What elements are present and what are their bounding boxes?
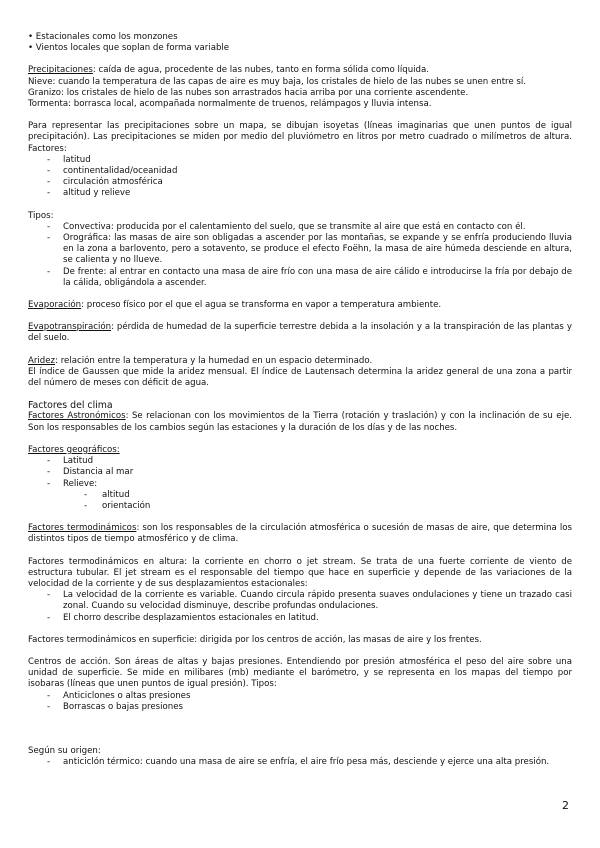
centros-paragraph: Centros de acción. Son áreas de altas y bajas presiones. Entendiendo por presión atmosférica el peso del aire sobre una unidad de superficie. Se mide en milibares (mb) mediante el barómetro, y se representa en los mapas del tiempo por isobaras (líneas que unen puntos de igual presión). Tipos: (28, 656, 572, 690)
aridez-definition: Aridez: relación entre la temperatura y la humedad en un espacio determinado. (28, 355, 373, 366)
termodinamicos-definition: Factores termodinámicos: son los responsables de la circulación atmosférica o sucesión de masas de aire, que determina los distintos tipos de tiempo atmosférico y de clima. (28, 523, 572, 545)
precipitaciones-definition: Precipitaciones: caída de agua, procedente de las nubes, tanto en forma sólida como líquida. (28, 65, 429, 76)
list-item: - De frente: al entrar en contacto una masa de aire frío con una masa de aire cálido e introducirse la fría por debajo de la cálida, obligándola a ascender. (28, 267, 572, 289)
list-item: - altitud (28, 490, 572, 501)
evaporacion-definition: Evaporación: proceso físico por el que el agua se transforma en vapor a temperatura ambiente. (28, 300, 442, 311)
geograficos-heading: Factores geográficos: (28, 444, 120, 455)
factores-clima-title: Factores del clima (28, 400, 113, 412)
page-number: 2 (562, 799, 569, 812)
list-item: • Estacionales como los monzones (28, 32, 178, 42)
list-item: - El chorro describe desplazamientos estacionales en latitud. (28, 613, 572, 624)
list-item: - Distancia al mar (28, 467, 572, 478)
altura-paragraph: Factores termodinámicos en altura: la corriente en chorro o jet stream. Se trata de una fuerte corriente de viento de estructura tubular. El jet stream es el responsable del tiempo que hace en superficie y depende de las variaciones de la velocidad de la corriente y de sus desplazamientos estacionales: (28, 556, 572, 589)
relieve-sublist (28, 490, 572, 512)
document-page (28, 32, 572, 768)
list-item: • Vientos locales que soplan de forma variable (28, 43, 230, 54)
list-item: - Latitud (28, 456, 572, 467)
centros-list (28, 691, 572, 713)
list-item: - altitud y relieve (28, 188, 572, 199)
list-item: - anticiclón térmico: cuando una masa de aire se enfría, el aire frío pesa más, desciende y ejerce una alta presión. (28, 757, 572, 768)
superficie-paragraph: Factores termodinámicos en superficie: dirigida por los centros de acción, las masas de aire y los frentes. (28, 634, 482, 645)
factores-astronomicos: Factores Astronómicos: Se relacionan con los movimientos de la Tierra (rotación y traslación) y con la inclinación de su eje. Son los responsables de los cambios según las estaciones y la duración de los días y de las noches. (28, 411, 572, 433)
term-astronomicos: Factores Astronómicos (28, 411, 126, 422)
top-bullet-list (28, 32, 572, 54)
list-item: - Anticiclones o altas presiones (28, 691, 572, 702)
list-item: - Borrascas o bajas presiones (28, 702, 572, 713)
tipos-list (28, 222, 572, 289)
nieve-definition: Nieve: cuando la temperatura de las capas de aire es muy baja, los cristales de hielo de las nubes se unen entre sí. (28, 76, 527, 87)
list-item: - circulación atmosférica (28, 177, 572, 188)
origen-label: Según su origen: (28, 745, 101, 756)
aridez-indices: El índice de Gaussen que mide la aridez mensual. El índice de Lautensach determina la aridez general de una zona a partir del número de meses con déficit de agua. (28, 366, 572, 389)
factores-list (28, 155, 572, 200)
list-item: - continentalidad/oceanidad (28, 166, 572, 177)
term-evaporacion: Evaporación (28, 300, 82, 311)
list-item: - Orográfica: las masas de aire son obligadas a ascender por las montañas, se expande y se enfría produciendo lluvia en la zona a barlovento, pero a sotavento, se produce el efecto Foëhn, la masa de aire húmeda desciende en altura, se calienta y no llueve. (28, 233, 572, 267)
list-item: - latitud (28, 155, 572, 166)
term-precipitaciones: Precipitaciones (28, 65, 93, 76)
isoyetas-paragraph: Para representar las precipitaciones sobre un mapa, se dibujan isoyetas (líneas imaginarias que unen puntos de igual precipitación). Las precipitaciones se miden por medio del pluviómetro en litros por metro cuadrado o milímetros de altura. Factores: (28, 121, 572, 154)
tipos-label: Tipos: (28, 210, 54, 221)
altura-list (28, 590, 572, 624)
list-item: - La velocidad de la corriente es variable. Cuando circula rápido presenta suaves ondulaciones y tiene un trazado casi zonal. Cuando su velocidad disminuye, describe profundas ondulaciones. (28, 590, 572, 612)
list-item: - orientación (28, 501, 572, 512)
list-item: - Relieve: (28, 479, 572, 490)
list-item: - Convectiva: producida por el calentamiento del suelo, que se transmite al aire que está en contacto con él. (28, 222, 572, 233)
geograficos-list (28, 456, 572, 490)
evapotranspiracion-definition: Evapotranspiración: pérdida de humedad de la superficie terrestre debida a la insolación y a la transpiración de las plantas y del suelo. (28, 322, 572, 344)
term-termodinamicos: Factores termodinámicos (28, 523, 137, 534)
granizo-definition: Granizo: los cristales de hielo de las nubes son arrastrados hacia arriba por una corriente ascendente. (28, 87, 469, 98)
origen-list (28, 757, 572, 768)
term-aridez: Aridez (28, 355, 56, 366)
tormenta-definition: Tormenta: borrasca local, acompañada normalmente de truenos, relámpagos y lluvia intensa. (28, 99, 432, 110)
term-evapotranspiracion: Evapotranspiración (28, 322, 112, 333)
